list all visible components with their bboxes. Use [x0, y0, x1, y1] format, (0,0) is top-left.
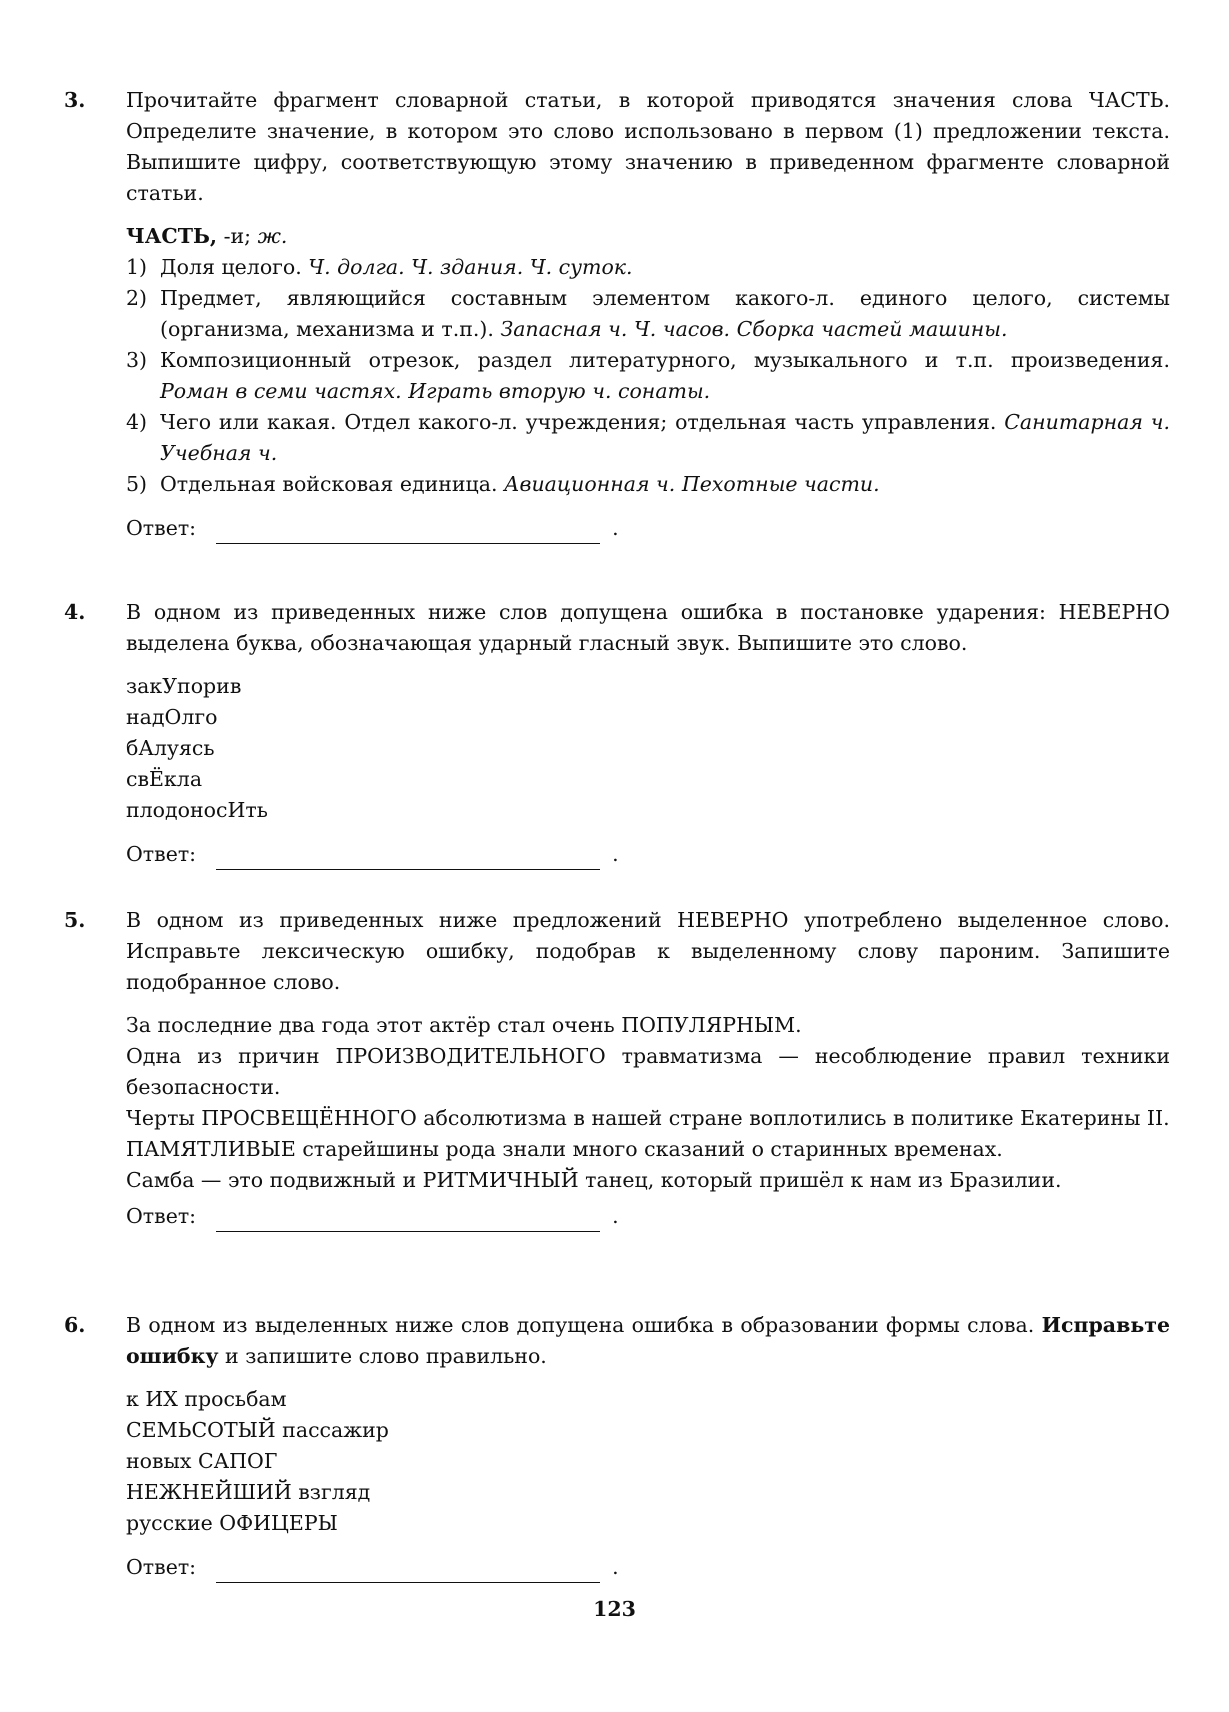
- task-instruction: В одном из приведенных ниже слов допущена ошибка в постановке ударения: НЕВЕРНО выделена буква, обозначающая ударный гласный звук. Выпишите это слово.: [126, 600, 1170, 655]
- task-number: 3.: [64, 88, 86, 112]
- definition-number: 4): [126, 410, 148, 434]
- sentence-item: ПАМЯТЛИВЫЕ старейшины рода знали много сказаний о старинных временах.: [126, 1137, 1003, 1161]
- definition-example: Авиационная ч. Пехотные части.: [497, 472, 880, 496]
- answer-field[interactable]: [216, 1209, 600, 1232]
- sentence-item: Черты ПРОСВЕЩЁННОГО абсолютизма в нашей стране воплотились в политике Екатерины II.: [126, 1106, 1170, 1130]
- definition-text: Предмет, являющийся составным элементом какого-л. единого целого, системы (организма, механизма и т.п.).: [160, 286, 1170, 341]
- word-list: [126, 1384, 1170, 1539]
- task-5: [64, 905, 1170, 1232]
- instruction-start: В одном из выделенных ниже слов допущена ошибка в образовании формы слова.: [126, 1313, 1042, 1337]
- word-item: новых САПОГ: [126, 1449, 278, 1473]
- answer-dot: .: [612, 842, 619, 866]
- definition-item: [126, 345, 1170, 407]
- definition-item: [126, 252, 1170, 283]
- answer-dot: .: [612, 1555, 619, 1579]
- answer-field[interactable]: [216, 847, 600, 870]
- definition-text: Отдельная войсковая единица.: [160, 472, 498, 496]
- definition-number: 2): [126, 286, 148, 310]
- task-instruction: В одном из приведенных ниже предложений НЕВЕРНО употреблено выделенное слово. Исправьте лексическую ошибку, подобрав к выделенному слову пароним. Запишите подобранное слово.: [126, 908, 1170, 994]
- answer-label: Ответ:: [126, 1204, 197, 1228]
- definition-example: Ч. долга. Ч. здания. Ч. суток.: [301, 255, 633, 279]
- word-item: надОлго: [126, 705, 218, 729]
- answer-row: [126, 836, 1170, 870]
- answer-field[interactable]: [216, 521, 600, 544]
- definition-example: Запасная ч. Ч. часов. Сборка частей машины.: [493, 317, 1008, 341]
- answer-row: [126, 510, 1170, 544]
- answer-row: [126, 1549, 1170, 1583]
- task-4: [64, 597, 1170, 870]
- answer-label: Ответ:: [126, 516, 197, 540]
- page-number: 123: [593, 1597, 636, 1621]
- word-item: свЁкла: [126, 767, 203, 791]
- word-list: [126, 671, 1170, 826]
- answer-row: [126, 1198, 1170, 1232]
- entry-gender: ж.: [251, 224, 288, 248]
- answer-label: Ответ:: [126, 842, 197, 866]
- definition-number: 5): [126, 472, 148, 496]
- definition-text: Доля целого.: [160, 255, 302, 279]
- definition-text: Композиционный отрезок, раздел литературного, музыкального и т.п. произведения.: [160, 348, 1170, 372]
- definition-example: Санитарная ч. Учебная ч.: [160, 410, 1170, 465]
- definition-number: 1): [126, 255, 148, 279]
- instruction-bold: Исправьте ошибку: [126, 1313, 1170, 1368]
- definition-example: Роман в семи частях. Играть вторую ч. сонаты.: [160, 379, 711, 403]
- word-item: СЕМЬСОТЫЙ пассажир: [126, 1418, 389, 1442]
- sentence-item: Самба — это подвижный и РИТМИЧНЫЙ танец, который пришёл к нам из Бразилии.: [126, 1168, 1062, 1192]
- answer-label: Ответ:: [126, 1555, 197, 1579]
- task-number: 5.: [64, 908, 86, 932]
- definition-item: [126, 407, 1170, 469]
- task-instruction: Прочитайте фрагмент словарной статьи, в которой приводятся значения слова ЧАСТЬ. Определите значение, в котором это слово использовано в первом (1) предложении текста. Выпишите цифру, соответствующую этому значению в приведенном фрагменте словарной статьи.: [126, 88, 1170, 205]
- dictionary-entry-head: [126, 221, 1170, 252]
- entry-word: ЧАСТЬ,: [126, 224, 218, 248]
- word-item: плодоносИть: [126, 798, 268, 822]
- answer-dot: .: [612, 516, 619, 540]
- task-6: [64, 1310, 1170, 1583]
- definition-item: [126, 469, 1170, 500]
- task-3: [64, 85, 1170, 544]
- definition-list: [126, 252, 1170, 500]
- sentence-item: Одна из причин ПРОИЗВОДИТЕЛЬНОГО травматизма — несоблюдение правил техники безопасности.: [126, 1044, 1170, 1099]
- word-item: к ИХ просьбам: [126, 1387, 287, 1411]
- word-item: НЕЖНЕЙШИЙ взгляд: [126, 1480, 371, 1504]
- answer-dot: .: [612, 1204, 619, 1228]
- answer-field[interactable]: [216, 1560, 600, 1583]
- entry-suffix: -и;: [217, 224, 252, 248]
- definition-text: Чего или какая. Отдел какого-л. учреждения; отдельная часть управления.: [160, 410, 997, 434]
- definition-number: 3): [126, 348, 148, 372]
- sentence-list: [126, 1010, 1170, 1196]
- word-item: закУпорив: [126, 674, 242, 698]
- task-number: 4.: [64, 600, 86, 624]
- definition-item: [126, 283, 1170, 345]
- instruction-end: и запишите слово правильно.: [218, 1344, 547, 1368]
- word-item: русские ОФИЦЕРЫ: [126, 1511, 338, 1535]
- sentence-item: За последние два года этот актёр стал очень ПОПУЛЯРНЫМ.: [126, 1013, 802, 1037]
- task-number: 6.: [64, 1313, 86, 1337]
- task-instruction: [126, 1310, 1170, 1372]
- word-item: бАлуясь: [126, 736, 215, 760]
